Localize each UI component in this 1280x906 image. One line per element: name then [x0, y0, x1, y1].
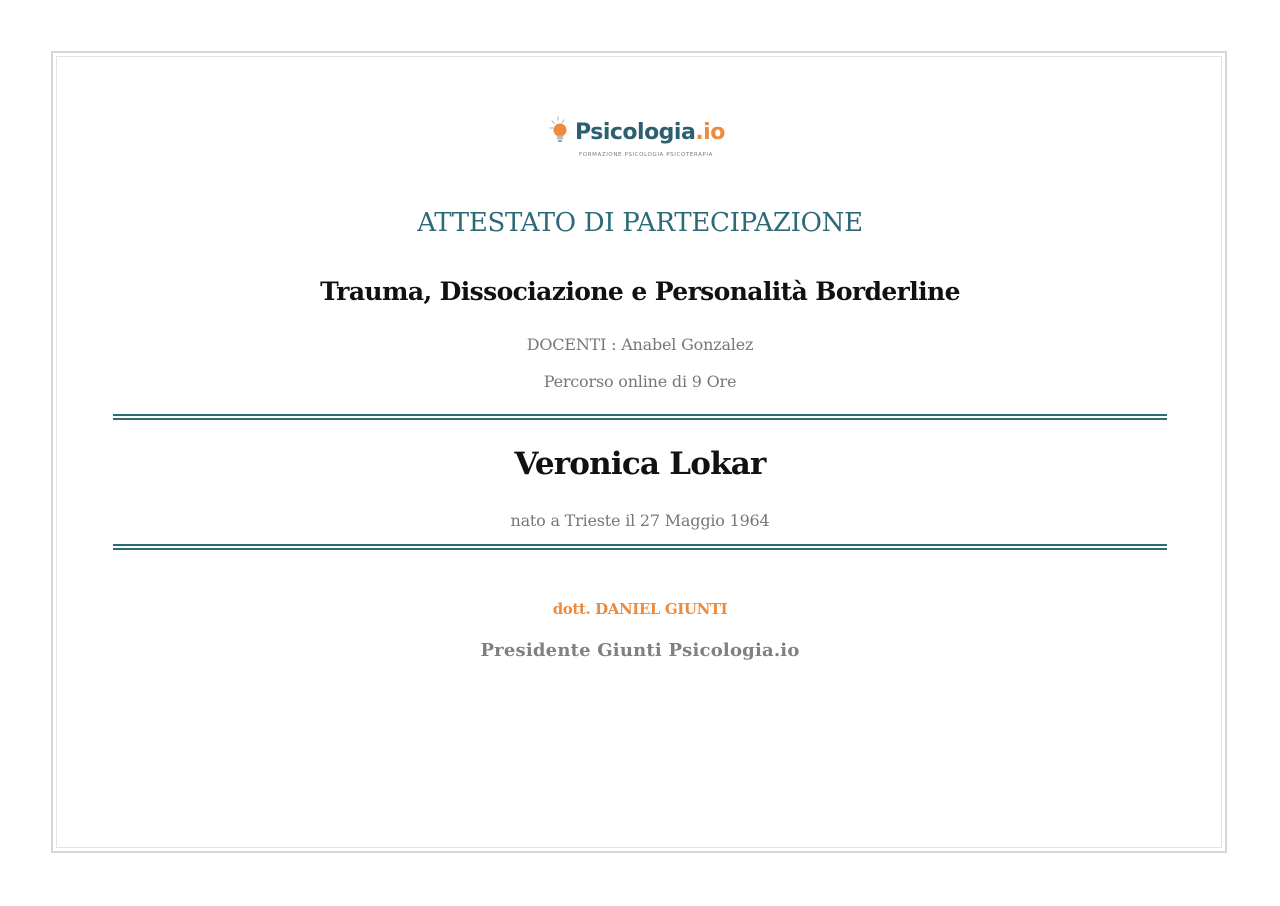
course-teachers: DOCENTI : Anabel Gonzalez [526, 335, 754, 354]
logo-tagline: FORMAZIONE PSICOLOGIA PSICOTERAPIA [579, 152, 713, 158]
logo-name-main: Psicologia [575, 120, 696, 145]
logo-wordmark [575, 120, 725, 146]
course-duration: Percorso online di 9 Ore [543, 372, 737, 391]
logo-name-tld: .io [695, 120, 725, 145]
certificate-title: ATTESTATO DI PARTECIPAZIONE [417, 208, 863, 238]
divider-top [113, 414, 1167, 420]
psicologia-logo [549, 114, 739, 164]
signer-role: Presidente Giunti Psicologia.io [480, 640, 800, 661]
divider-bottom [113, 544, 1167, 550]
recipient-birth-info: nato a Trieste il 27 Maggio 1964 [510, 511, 770, 530]
course-title: Trauma, Dissociazione e Personalità Borderline [320, 277, 960, 306]
signer-name: dott. DANIEL GIUNTI [552, 600, 728, 618]
lightbulb-icon [549, 116, 577, 148]
recipient-name: Veronica Lokar [514, 446, 766, 482]
